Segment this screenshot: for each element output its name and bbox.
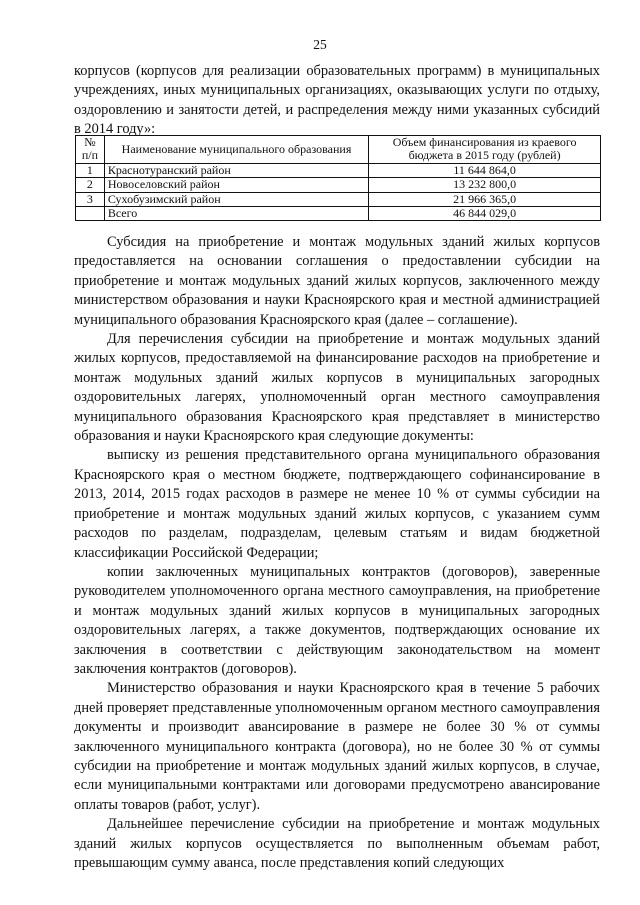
row-name: Новоселовский район bbox=[104, 178, 368, 192]
table-row bbox=[76, 163, 601, 177]
paragraph: копии заключенных муниципальных контрактов (договоров), заверенные руководителем уполномоченного органа местного самоуправления, на приобретение и монтаж модульных зданий жилых корпусов в муниципальных загородных оздоровительных лагерях, а также документов, подтверждающих основание их заключения в соответствии с действующим законодательством на момент заключения контрактов (договоров). bbox=[74, 563, 600, 677]
row-amount: 13 232 800,0 bbox=[369, 178, 601, 192]
row-amount: 21 966 365,0 bbox=[369, 192, 601, 206]
table-row bbox=[76, 192, 601, 206]
header-name: Наименование муниципального образования bbox=[104, 136, 368, 164]
row-num: 3 bbox=[76, 192, 105, 206]
header-amount: Объем финансирования из краевого бюджета в 2015 году (рублей) bbox=[369, 136, 601, 164]
row-num bbox=[76, 207, 105, 221]
page-number: 25 bbox=[313, 37, 327, 52]
paragraph: выписку из решения представительного органа муниципального образования Красноярского края о местном бюджете, подтверждающего софинансирование в 2013, 2014, 2015 годах расходов в размере не менее 10 % от суммы субсидии на приобретение и монтаж модульных зданий жилых корпусов, с указанием сумм расходов по разделам, подразделам, целевым статьям и видам бюджетной классификации Российской Федерации; bbox=[74, 447, 600, 561]
body-text bbox=[74, 233, 600, 873]
row-name: Сухобузимский район bbox=[104, 192, 368, 206]
paragraph: Министерство образования и науки Красноярского края в течение 5 рабочих дней проверяет представленные уполномоченным органом местного самоуправления документы и производит авансирование в размере не более 30 % от суммы заключенного муниципального контракта (договора), но не более 30 % от суммы субсидии на приобретение и монтаж модульных зданий жилых корпусов, в случае, если муниципальными контрактами или договорами предусмотрено авансирование оплаты товаров (работ, услуг). bbox=[74, 680, 600, 813]
intro-paragraph: корпусов (корпусов для реализации образовательных программ) в муниципальных учреждениях, иных муниципальных организациях, оказывающих услуги по отдыху, оздоровлению и занятости детей, и распределения между ними указанных субсидий в 2014 году»: bbox=[74, 63, 600, 138]
financing-table bbox=[75, 135, 601, 221]
table-header-row bbox=[76, 136, 601, 164]
paragraph: Субсидия на приобретение и монтаж модульных зданий жилых корпусов предоставляется на основании соглашения о предоставлении субсидии на приобретение и монтаж модульных зданий жилых корпусов, заключенного между министерством образования и науки Красноярского края и местной администрацией муниципального образования Красноярского края (далее – соглашение). bbox=[74, 234, 600, 328]
table-row bbox=[76, 178, 601, 192]
header-num: № п/п bbox=[76, 136, 105, 164]
row-name: Всего bbox=[104, 207, 368, 221]
row-num: 1 bbox=[76, 163, 105, 177]
paragraph: Дальнейшее перечисление субсидии на приобретение и монтаж модульных зданий жилых корпусов осуществляется по выполненным объемам работ, превышающим сумму аванса, после представления копий следующих bbox=[74, 816, 600, 871]
intro-text bbox=[74, 62, 600, 140]
table-total-row bbox=[76, 207, 601, 221]
paragraph: Для перечисления субсидии на приобретение и монтаж модульных зданий жилых корпусов, предоставляемой на финансирование расходов на приобретение и монтаж модульных зданий жилых корпусов в муниципальных загородных оздоровительных лагерях, уполномоченный орган местного самоуправления муниципального образования Красноярского края представляет в министерство образования и науки Красноярского края следующие документы: bbox=[74, 331, 600, 445]
row-name: Краснотуранский район bbox=[104, 163, 368, 177]
row-amount: 46 844 029,0 bbox=[369, 207, 601, 221]
row-num: 2 bbox=[76, 178, 105, 192]
row-amount: 11 644 864,0 bbox=[369, 163, 601, 177]
